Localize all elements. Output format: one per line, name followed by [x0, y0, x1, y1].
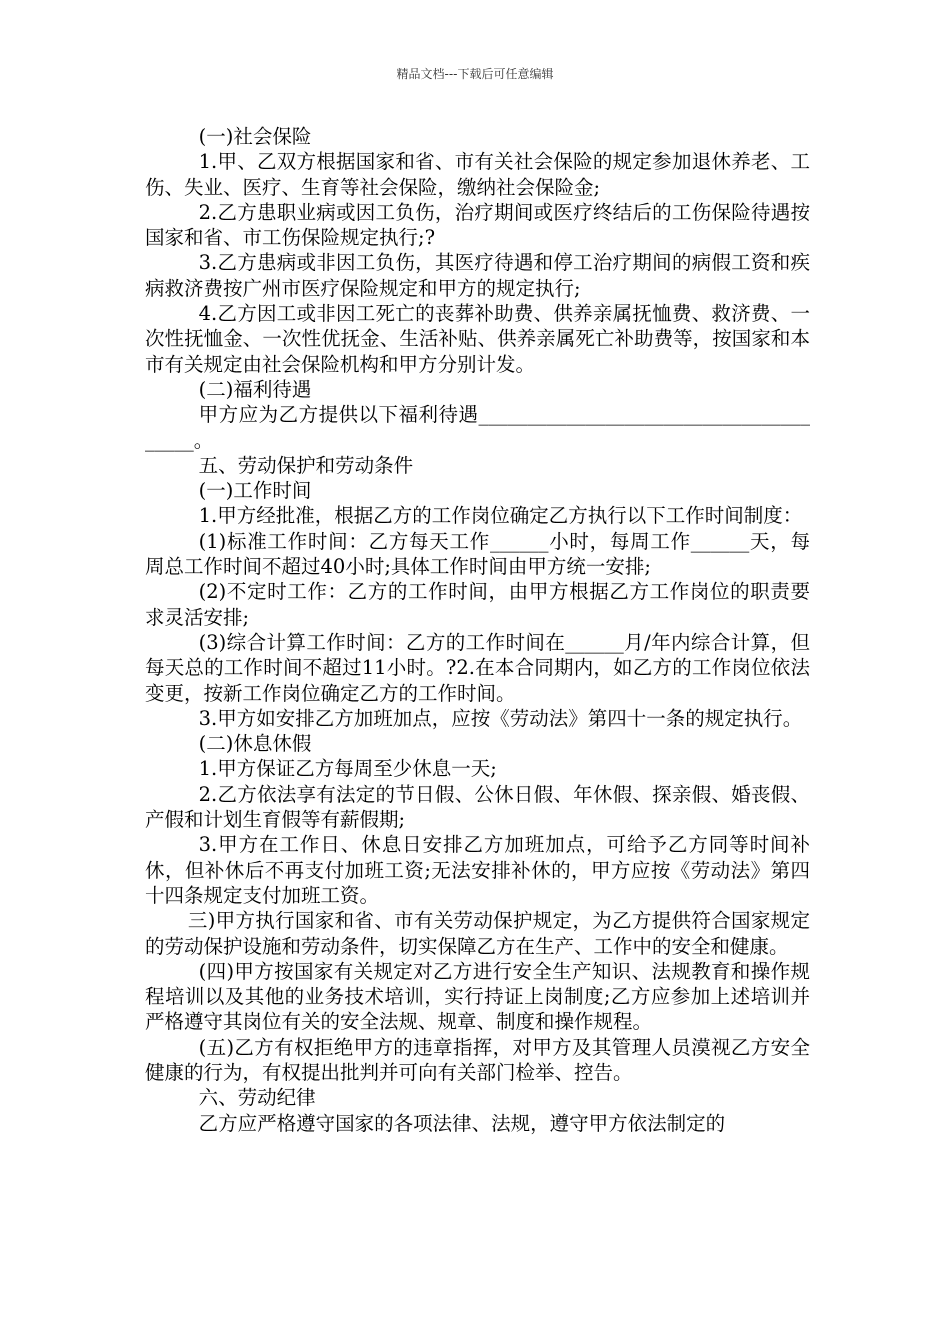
paragraph-rest-1: 1.甲方保证乙方每周至少休息一天;	[198, 757, 497, 781]
paragraph-protection-3: 三)甲方执行国家和省、市有关劳动保护规定，为乙方提供符合国家规定的劳动保护设施和劳动条件，切实保障乙方在生产、工作中的安全和健康。	[145, 909, 810, 958]
paragraph-protection-5: (五)乙方有权拒绝甲方的违章指挥，对甲方及其管理人员漠视乙方安全健康的行为，有权提出批判并可向有关部门检举、控告。	[145, 1035, 810, 1084]
paragraph-work-time-heading: (一)工作时间	[198, 479, 312, 503]
paragraph-social-insurance-1: 1.甲、乙双方根据国家和省、市有关社会保险的规定参加退休养老、工伤、失业、医疗、生育等社会保险，缴纳社会保险金;	[145, 150, 810, 199]
paragraph-discipline-1: 乙方应严格遵守国家的各项法律、法规，遵守甲方依法制定的	[198, 1111, 726, 1135]
paragraph-protection-4: (四)甲方按国家有关规定对乙方进行安全生产知识、法规教育和操作规程培训以及其他的业务技术培训，实行持证上岗制度;乙方应参加上述培训并严格遵守其岗位有关的安全法规、规章、制度和操作规程。	[145, 959, 810, 1034]
page-header: 精品文档---下载后可任意编辑	[396, 67, 554, 81]
paragraph-social-insurance-heading: (一)社会保险	[198, 125, 312, 148]
paragraph-social-insurance-3: 3.乙方患病或非因工负伤，其医疗待遇和停工治疗期间的病假工资和疾病救济费按广州市医疗保险规定和甲方的规定执行;	[145, 251, 810, 300]
paragraph-work-time-1-1: (1)标准工作时间：乙方每天工作______小时，每周工作______天，每周总工作时间不超过40小时;具体工作时间由甲方统一安排;	[145, 529, 810, 579]
paragraph-welfare-1: 甲方应为乙方提供以下福利待遇_______________________________________。	[145, 403, 810, 452]
paragraph-social-insurance-4: 4.乙方因工或非因工死亡的丧葬补助费、供养亲属抚恤费、救济费、一次性抚恤金、一次性优抚金、生活补贴、供养亲属死亡补助费等，按国家和本市有关规定由社会保险机构和甲方分别计发。	[145, 302, 810, 376]
paragraph-welfare-heading: (二)福利待遇	[198, 377, 312, 401]
paragraph-rest-heading: (二)休息休假	[198, 732, 312, 756]
document-body	[145, 124, 810, 1136]
paragraph-work-time-1-2: (2)不定时工作：乙方的工作时间，由甲方根据乙方工作岗位的职责要求灵活安排;	[145, 580, 810, 629]
paragraph-work-time-1: 1.甲方经批准，根据乙方的工作岗位确定乙方执行以下工作时间制度：	[198, 504, 803, 528]
paragraph-work-time-1-3: (3)综合计算工作时间：乙方的工作时间在______月/年内综合计算，但每天总的工作时间不超过11小时。?2.在本合同期内，如乙方的工作岗位依法变更，按新工作岗位确定乙方的工作时间。	[145, 630, 810, 705]
paragraph-social-insurance-2: 2.乙方患职业病或因工负伤，治疗期间或医疗终结后的工伤保险待遇按国家和省、市工伤保险规定执行;?	[145, 200, 810, 250]
paragraph-rest-3: 3.甲方在工作日、休息日安排乙方加班加点，可给予乙方同等时间补休，但补休后不再支付加班工资;无法安排补休的，甲方应按《劳动法》第四十四条规定支付加班工资。	[145, 833, 810, 907]
paragraph-rest-2: 2.乙方依法享有法定的节日假、公休日假、年休假、探亲假、婚丧假、产假和计划生育假等有薪假期;	[145, 782, 810, 832]
paragraph-work-time-3: 3.甲方如安排乙方加班加点，应按《劳动法》第四十一条的规定执行。	[198, 706, 803, 730]
paragraph-discipline-heading: 六、劳动纪律	[198, 1086, 316, 1110]
paragraph-labor-protection-heading: 五、劳动保护和劳动条件	[198, 453, 414, 477]
